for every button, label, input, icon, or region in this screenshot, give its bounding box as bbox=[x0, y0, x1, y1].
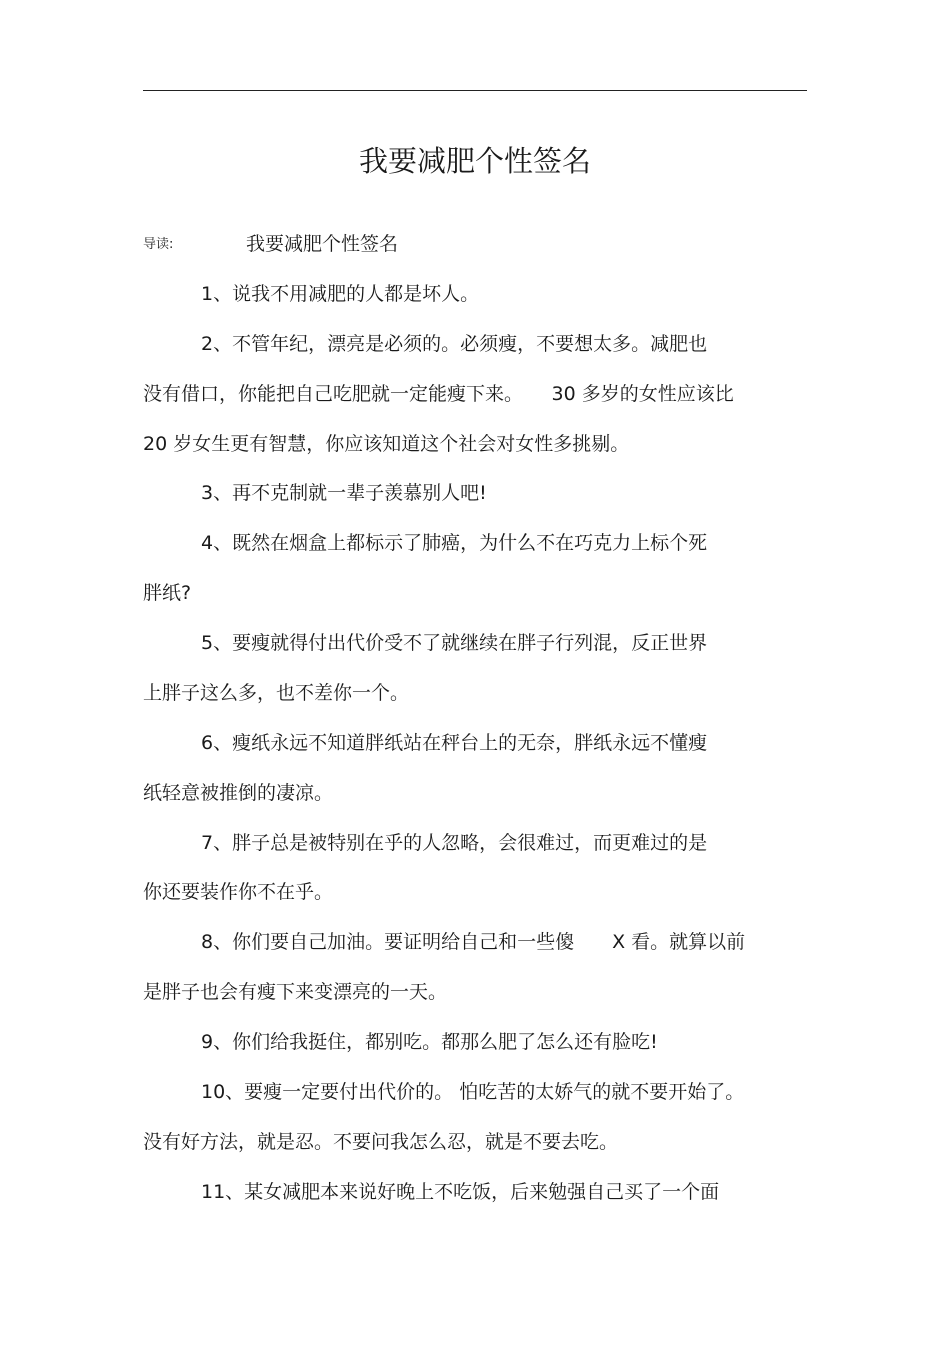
body-line: 2、不管年纪，漂亮是必须的。必须瘦，不要想太多。减肥也 bbox=[201, 333, 708, 355]
body-line: 5、要瘦就得付出代价受不了就继续在胖子行列混，反正世界 bbox=[201, 632, 708, 654]
body-line: 胖纸? bbox=[143, 582, 192, 604]
body-line: 上胖子这么多，也不差你一个。 bbox=[143, 682, 410, 704]
body-line: 3、再不克制就一辈子羡慕别人吧! bbox=[201, 482, 487, 504]
body-line: 1、说我不用减肥的人都是坏人。 bbox=[201, 283, 480, 305]
body-line: 20 岁女生更有智慧，你应该知道这个社会对女性多挑剔。 bbox=[143, 433, 630, 455]
intro-label: 导读: bbox=[143, 237, 174, 252]
header-rule bbox=[143, 90, 807, 91]
body-line: 11、某女减肥本来说好晚上不吃饭，后来勉强自己买了一个面 bbox=[201, 1181, 720, 1203]
body-line: 4、既然在烟盒上都标示了肺癌，为什么不在巧克力上标个死 bbox=[201, 532, 708, 554]
intro-title: 我要减肥个性签名 bbox=[246, 233, 399, 255]
body-line: 7、胖子总是被特别在乎的人忽略，会很难过，而更难过的是 bbox=[201, 832, 708, 854]
body-line: 你还要装作你不在乎。 bbox=[143, 881, 334, 903]
page-title: 我要减肥个性签名 bbox=[358, 144, 591, 178]
body-line: 9、你们给我挺住，都别吃。都那么肥了怎么还有脸吃! bbox=[201, 1031, 658, 1053]
body-line: 10、要瘦一定要付出代价的。 怕吃苦的太娇气的就不要开始了。 bbox=[201, 1081, 745, 1103]
body-line: 8、你们要自己加油。要证明给自己和一些傻 X 看。就算以前 bbox=[201, 931, 746, 953]
body-line: 没有借口，你能把自己吃肥就一定能瘦下来。 30 多岁的女性应该比 bbox=[143, 383, 734, 405]
body-line: 没有好方法，就是忍。不要问我怎么忍，就是不要去吃。 bbox=[143, 1131, 619, 1153]
body-line: 6、瘦纸永远不知道胖纸站在秤台上的无奈，胖纸永远不懂瘦 bbox=[201, 732, 708, 754]
body-line: 是胖子也会有瘦下来变漂亮的一天。 bbox=[143, 981, 448, 1003]
body-line: 纸轻意被推倒的凄凉。 bbox=[143, 782, 334, 804]
